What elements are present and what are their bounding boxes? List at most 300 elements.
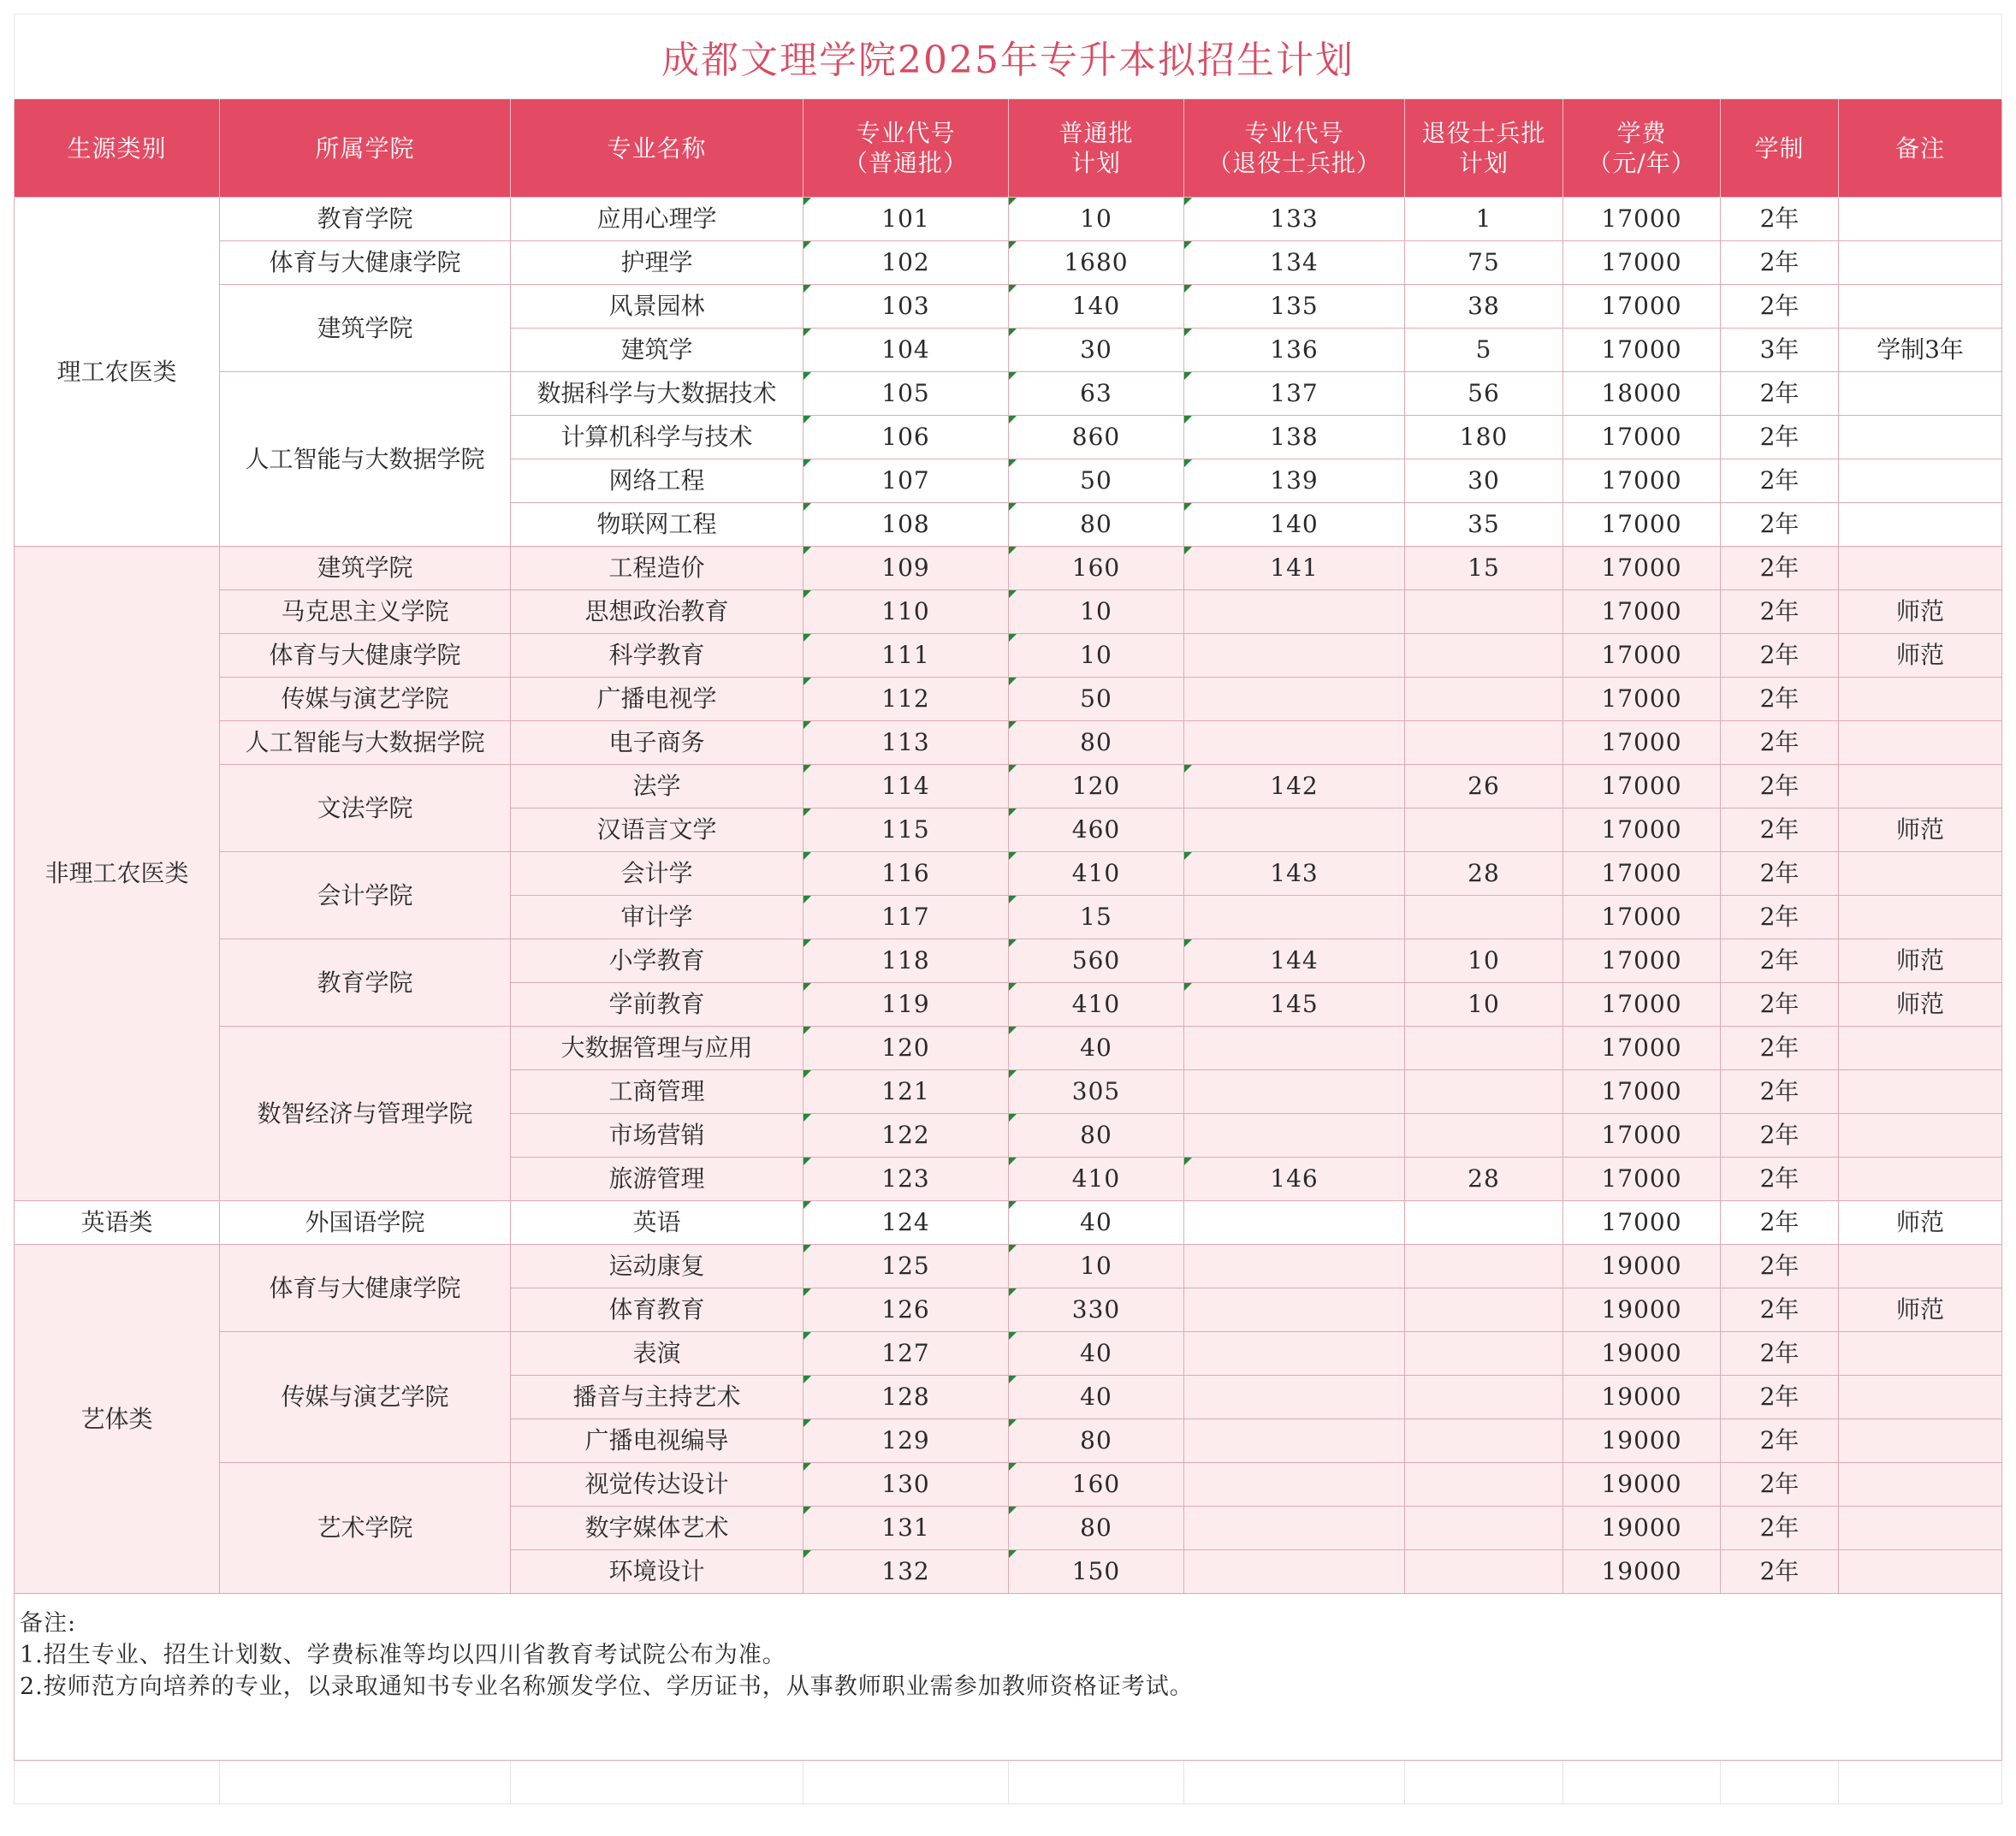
plan-regular-cell[interactable]: 560 bbox=[1009, 939, 1184, 983]
plan-regular-cell[interactable]: 50 bbox=[1009, 678, 1184, 721]
header-fee bbox=[1563, 99, 1721, 198]
plan-veteran-cell[interactable] bbox=[1405, 1027, 1563, 1070]
remark-cell[interactable] bbox=[1839, 1245, 2002, 1288]
empty-cell[interactable] bbox=[1563, 1761, 1721, 1804]
plan-veteran-cell[interactable]: 180 bbox=[1405, 416, 1563, 459]
plan-regular-cell[interactable]: 10 bbox=[1009, 1245, 1184, 1288]
code-veteran-cell[interactable] bbox=[1184, 1550, 1405, 1594]
duration-cell[interactable]: 2年 bbox=[1721, 634, 1839, 678]
table-row bbox=[15, 1332, 2002, 1376]
plan-veteran-cell[interactable]: 1 bbox=[1405, 198, 1563, 241]
code-regular-cell[interactable]: 110 bbox=[803, 590, 1009, 634]
code-veteran-cell[interactable] bbox=[1184, 1507, 1405, 1550]
code-regular-cell[interactable]: 124 bbox=[803, 1201, 1009, 1245]
major-cell[interactable]: 网络工程 bbox=[511, 459, 803, 503]
code-veteran-cell[interactable]: 138 bbox=[1184, 416, 1405, 459]
header-remark: 备注 bbox=[1839, 99, 2002, 198]
code-veteran-cell[interactable]: 142 bbox=[1184, 765, 1405, 808]
duration-cell[interactable]: 2年 bbox=[1721, 1332, 1839, 1376]
plan-veteran-cell[interactable] bbox=[1405, 590, 1563, 634]
code-regular-cell[interactable]: 112 bbox=[803, 678, 1009, 721]
college-cell[interactable]: 人工智能与大数据学院 bbox=[220, 721, 511, 765]
major-cell[interactable]: 物联网工程 bbox=[511, 503, 803, 547]
duration-cell[interactable]: 2年 bbox=[1721, 459, 1839, 503]
duration-cell[interactable]: 2年 bbox=[1721, 198, 1839, 241]
remark-cell[interactable]: 师范 bbox=[1839, 1288, 2002, 1332]
duration-cell[interactable]: 2年 bbox=[1721, 721, 1839, 765]
plan-veteran-cell[interactable] bbox=[1405, 1550, 1563, 1594]
remark-cell[interactable] bbox=[1839, 1332, 2002, 1376]
plan-regular-cell[interactable]: 30 bbox=[1009, 329, 1184, 372]
plan-veteran-cell[interactable]: 28 bbox=[1405, 852, 1563, 896]
plan-regular-cell[interactable]: 460 bbox=[1009, 808, 1184, 852]
empty-cell[interactable] bbox=[1184, 1761, 1405, 1804]
major-cell[interactable]: 表演 bbox=[511, 1332, 803, 1376]
code-veteran-cell[interactable] bbox=[1184, 1463, 1405, 1507]
college-cell[interactable]: 马克思主义学院 bbox=[220, 590, 511, 634]
plan-regular-cell[interactable]: 410 bbox=[1009, 1158, 1184, 1201]
plan-regular-cell[interactable]: 410 bbox=[1009, 852, 1184, 896]
code-veteran-cell[interactable]: 143 bbox=[1184, 852, 1405, 896]
remark-cell[interactable] bbox=[1839, 852, 2002, 896]
remark-cell[interactable] bbox=[1839, 503, 2002, 547]
remark-cell[interactable] bbox=[1839, 285, 2002, 329]
duration-cell[interactable]: 2年 bbox=[1721, 1201, 1839, 1245]
plan-veteran-cell[interactable]: 10 bbox=[1405, 939, 1563, 983]
major-cell[interactable]: 法学 bbox=[511, 765, 803, 808]
major-cell[interactable]: 建筑学 bbox=[511, 329, 803, 372]
enrollment-plan-table bbox=[14, 14, 2002, 1804]
empty-cell[interactable] bbox=[15, 1761, 220, 1804]
code-veteran-cell[interactable]: 137 bbox=[1184, 372, 1405, 416]
major-cell[interactable]: 广播电视学 bbox=[511, 678, 803, 721]
plan-veteran-cell[interactable]: 56 bbox=[1405, 372, 1563, 416]
table-row bbox=[15, 1245, 2002, 1288]
remark-cell[interactable] bbox=[1839, 721, 2002, 765]
code-veteran-cell[interactable] bbox=[1184, 1114, 1405, 1158]
fee-cell[interactable]: 17000 bbox=[1563, 983, 1721, 1027]
fee-cell[interactable]: 18000 bbox=[1563, 372, 1721, 416]
code-regular-cell[interactable]: 114 bbox=[803, 765, 1009, 808]
header-major: 专业名称 bbox=[511, 99, 803, 198]
code-regular-cell[interactable]: 111 bbox=[803, 634, 1009, 678]
college-cell[interactable]: 建筑学院 bbox=[220, 547, 511, 590]
remark-cell[interactable]: 师范 bbox=[1839, 808, 2002, 852]
code-regular-cell[interactable]: 132 bbox=[803, 1550, 1009, 1594]
code-veteran-cell[interactable] bbox=[1184, 1201, 1405, 1245]
major-cell[interactable]: 市场营销 bbox=[511, 1114, 803, 1158]
plan-veteran-cell[interactable]: 30 bbox=[1405, 459, 1563, 503]
plan-veteran-cell[interactable] bbox=[1405, 1376, 1563, 1419]
remark-cell[interactable] bbox=[1839, 1070, 2002, 1114]
fee-cell[interactable]: 17000 bbox=[1563, 634, 1721, 678]
fee-cell[interactable]: 17000 bbox=[1563, 329, 1721, 372]
plan-regular-cell[interactable]: 40 bbox=[1009, 1201, 1184, 1245]
major-cell[interactable]: 体育教育 bbox=[511, 1288, 803, 1332]
code-veteran-cell[interactable] bbox=[1184, 721, 1405, 765]
code-veteran-cell[interactable] bbox=[1184, 808, 1405, 852]
college-cell[interactable]: 教育学院 bbox=[220, 939, 511, 1027]
category-cell[interactable]: 理工农医类 bbox=[15, 198, 220, 547]
major-cell[interactable]: 数字媒体艺术 bbox=[511, 1507, 803, 1550]
duration-cell[interactable]: 2年 bbox=[1721, 1070, 1839, 1114]
major-cell[interactable]: 护理学 bbox=[511, 241, 803, 285]
table-row bbox=[15, 198, 2002, 241]
code-regular-cell[interactable]: 125 bbox=[803, 1245, 1009, 1288]
fee-cell[interactable]: 19000 bbox=[1563, 1507, 1721, 1550]
code-regular-cell[interactable]: 105 bbox=[803, 372, 1009, 416]
fee-cell[interactable]: 19000 bbox=[1563, 1332, 1721, 1376]
remark-cell[interactable]: 师范 bbox=[1839, 634, 2002, 678]
remark-cell[interactable] bbox=[1839, 765, 2002, 808]
plan-regular-cell[interactable]: 330 bbox=[1009, 1288, 1184, 1332]
code-regular-cell[interactable]: 123 bbox=[803, 1158, 1009, 1201]
plan-regular-cell[interactable]: 40 bbox=[1009, 1376, 1184, 1419]
duration-cell[interactable]: 2年 bbox=[1721, 1114, 1839, 1158]
remark-cell[interactable] bbox=[1839, 1550, 2002, 1594]
plan-veteran-cell[interactable] bbox=[1405, 1332, 1563, 1376]
code-veteran-cell[interactable] bbox=[1184, 1288, 1405, 1332]
major-cell[interactable]: 环境设计 bbox=[511, 1550, 803, 1594]
code-regular-cell[interactable]: 103 bbox=[803, 285, 1009, 329]
plan-veteran-cell[interactable] bbox=[1405, 808, 1563, 852]
code-regular-cell[interactable]: 108 bbox=[803, 503, 1009, 547]
code-veteran-cell[interactable] bbox=[1184, 1419, 1405, 1463]
major-cell[interactable]: 工商管理 bbox=[511, 1070, 803, 1114]
empty-cell[interactable] bbox=[1405, 1761, 1563, 1804]
plan-regular-cell[interactable]: 1680 bbox=[1009, 241, 1184, 285]
plan-regular-cell[interactable]: 860 bbox=[1009, 416, 1184, 459]
empty-cell[interactable] bbox=[1839, 1761, 2002, 1804]
plan-regular-cell[interactable]: 10 bbox=[1009, 634, 1184, 678]
college-cell[interactable]: 建筑学院 bbox=[220, 285, 511, 372]
duration-cell[interactable]: 2年 bbox=[1721, 1027, 1839, 1070]
plan-regular-cell[interactable]: 63 bbox=[1009, 372, 1184, 416]
plan-regular-cell[interactable]: 40 bbox=[1009, 1332, 1184, 1376]
code-regular-cell[interactable]: 101 bbox=[803, 198, 1009, 241]
duration-cell[interactable]: 2年 bbox=[1721, 765, 1839, 808]
plan-regular-cell[interactable]: 160 bbox=[1009, 1463, 1184, 1507]
plan-regular-cell[interactable]: 10 bbox=[1009, 590, 1184, 634]
code-veteran-cell[interactable] bbox=[1184, 678, 1405, 721]
plan-regular-cell[interactable]: 140 bbox=[1009, 285, 1184, 329]
code-veteran-cell[interactable] bbox=[1184, 1245, 1405, 1288]
college-cell[interactable]: 体育与大健康学院 bbox=[220, 241, 511, 285]
duration-cell[interactable]: 3年 bbox=[1721, 329, 1839, 372]
code-veteran-cell[interactable]: 146 bbox=[1184, 1158, 1405, 1201]
code-regular-cell[interactable]: 119 bbox=[803, 983, 1009, 1027]
fee-cell[interactable]: 17000 bbox=[1563, 852, 1721, 896]
code-regular-cell[interactable]: 122 bbox=[803, 1114, 1009, 1158]
plan-regular-cell[interactable]: 80 bbox=[1009, 503, 1184, 547]
fee-cell[interactable]: 19000 bbox=[1563, 1288, 1721, 1332]
empty-cell[interactable] bbox=[220, 1761, 511, 1804]
plan-regular-cell[interactable]: 80 bbox=[1009, 1419, 1184, 1463]
remark-cell[interactable]: 师范 bbox=[1839, 590, 2002, 634]
fee-cell[interactable]: 17000 bbox=[1563, 503, 1721, 547]
plan-regular-cell[interactable]: 10 bbox=[1009, 198, 1184, 241]
duration-cell[interactable]: 2年 bbox=[1721, 372, 1839, 416]
code-regular-cell[interactable]: 116 bbox=[803, 852, 1009, 896]
fee-cell[interactable]: 17000 bbox=[1563, 241, 1721, 285]
fee-cell[interactable]: 17000 bbox=[1563, 721, 1721, 765]
code-veteran-cell[interactable] bbox=[1184, 896, 1405, 939]
major-cell[interactable]: 学前教育 bbox=[511, 983, 803, 1027]
code-veteran-cell[interactable] bbox=[1184, 1027, 1405, 1070]
category-cell[interactable]: 英语类 bbox=[15, 1201, 220, 1245]
major-cell[interactable]: 电子商务 bbox=[511, 721, 803, 765]
major-cell[interactable]: 审计学 bbox=[511, 896, 803, 939]
plan-regular-cell[interactable]: 40 bbox=[1009, 1027, 1184, 1070]
fee-cell[interactable]: 17000 bbox=[1563, 678, 1721, 721]
major-cell[interactable]: 运动康复 bbox=[511, 1245, 803, 1288]
fee-cell[interactable]: 17000 bbox=[1563, 459, 1721, 503]
remark-cell[interactable] bbox=[1839, 1507, 2002, 1550]
code-regular-cell[interactable]: 107 bbox=[803, 459, 1009, 503]
plan-veteran-cell[interactable] bbox=[1405, 634, 1563, 678]
plan-veteran-cell[interactable]: 28 bbox=[1405, 1158, 1563, 1201]
plan-veteran-cell[interactable] bbox=[1405, 1114, 1563, 1158]
remark-cell[interactable] bbox=[1839, 1376, 2002, 1419]
code-veteran-cell[interactable]: 133 bbox=[1184, 198, 1405, 241]
plan-regular-cell[interactable]: 120 bbox=[1009, 765, 1184, 808]
fee-cell[interactable]: 17000 bbox=[1563, 1027, 1721, 1070]
code-veteran-cell[interactable]: 135 bbox=[1184, 285, 1405, 329]
empty-cell[interactable] bbox=[1009, 1761, 1184, 1804]
empty-grid-row bbox=[15, 1761, 2002, 1804]
code-regular-cell[interactable]: 113 bbox=[803, 721, 1009, 765]
fee-cell[interactable]: 19000 bbox=[1563, 1245, 1721, 1288]
duration-cell[interactable]: 2年 bbox=[1721, 590, 1839, 634]
major-cell[interactable]: 视觉传达设计 bbox=[511, 1463, 803, 1507]
code-regular-cell[interactable]: 106 bbox=[803, 416, 1009, 459]
major-cell[interactable]: 旅游管理 bbox=[511, 1158, 803, 1201]
remark-cell[interactable] bbox=[1839, 416, 2002, 459]
empty-cell[interactable] bbox=[803, 1761, 1009, 1804]
remark-cell[interactable] bbox=[1839, 678, 2002, 721]
duration-cell[interactable]: 2年 bbox=[1721, 983, 1839, 1027]
remark-cell[interactable] bbox=[1839, 896, 2002, 939]
college-cell[interactable]: 外国语学院 bbox=[220, 1201, 511, 1245]
fee-cell[interactable]: 19000 bbox=[1563, 1376, 1721, 1419]
fee-cell[interactable]: 17000 bbox=[1563, 547, 1721, 590]
code-regular-cell[interactable]: 109 bbox=[803, 547, 1009, 590]
college-cell[interactable]: 传媒与演艺学院 bbox=[220, 1332, 511, 1463]
plan-veteran-cell[interactable]: 10 bbox=[1405, 983, 1563, 1027]
code-regular-cell[interactable]: 104 bbox=[803, 329, 1009, 372]
plan-veteran-cell[interactable]: 75 bbox=[1405, 241, 1563, 285]
plan-veteran-cell[interactable] bbox=[1405, 1070, 1563, 1114]
code-regular-cell[interactable]: 118 bbox=[803, 939, 1009, 983]
code-regular-cell[interactable]: 102 bbox=[803, 241, 1009, 285]
code-veteran-cell[interactable]: 134 bbox=[1184, 241, 1405, 285]
fee-cell[interactable]: 17000 bbox=[1563, 416, 1721, 459]
code-regular-cell[interactable]: 117 bbox=[803, 896, 1009, 939]
duration-cell[interactable]: 2年 bbox=[1721, 1463, 1839, 1507]
college-cell[interactable]: 体育与大健康学院 bbox=[220, 634, 511, 678]
plan-regular-cell[interactable]: 150 bbox=[1009, 1550, 1184, 1594]
major-cell[interactable]: 应用心理学 bbox=[511, 198, 803, 241]
duration-cell[interactable]: 2年 bbox=[1721, 1288, 1839, 1332]
code-veteran-cell[interactable] bbox=[1184, 1070, 1405, 1114]
duration-cell[interactable]: 2年 bbox=[1721, 939, 1839, 983]
duration-cell[interactable]: 2年 bbox=[1721, 1507, 1839, 1550]
fee-cell[interactable]: 17000 bbox=[1563, 198, 1721, 241]
college-cell[interactable]: 传媒与演艺学院 bbox=[220, 678, 511, 721]
plan-veteran-cell[interactable] bbox=[1405, 1463, 1563, 1507]
college-cell[interactable]: 体育与大健康学院 bbox=[220, 1245, 511, 1332]
plan-veteran-cell[interactable] bbox=[1405, 1507, 1563, 1550]
plan-veteran-cell[interactable] bbox=[1405, 1245, 1563, 1288]
major-cell[interactable]: 英语 bbox=[511, 1201, 803, 1245]
major-cell[interactable]: 数据科学与大数据技术 bbox=[511, 372, 803, 416]
fee-cell[interactable]: 17000 bbox=[1563, 1158, 1721, 1201]
plan-veteran-cell[interactable] bbox=[1405, 1419, 1563, 1463]
remark-cell[interactable]: 师范 bbox=[1839, 939, 2002, 983]
duration-cell[interactable]: 2年 bbox=[1721, 547, 1839, 590]
plan-veteran-cell[interactable] bbox=[1405, 1201, 1563, 1245]
header-plan-regular-line2: 计划 bbox=[1070, 149, 1121, 177]
college-cell[interactable]: 文法学院 bbox=[220, 765, 511, 852]
remark-cell[interactable] bbox=[1839, 1419, 2002, 1463]
major-cell[interactable]: 风景园林 bbox=[511, 285, 803, 329]
code-veteran-cell[interactable]: 144 bbox=[1184, 939, 1405, 983]
plan-regular-cell[interactable]: 50 bbox=[1009, 459, 1184, 503]
major-cell[interactable]: 科学教育 bbox=[511, 634, 803, 678]
code-veteran-cell[interactable] bbox=[1184, 1332, 1405, 1376]
major-cell[interactable]: 计算机科学与技术 bbox=[511, 416, 803, 459]
fee-cell[interactable]: 17000 bbox=[1563, 808, 1721, 852]
plan-regular-cell[interactable]: 305 bbox=[1009, 1070, 1184, 1114]
header-fee-line1: 学费 bbox=[1616, 119, 1667, 147]
duration-cell[interactable]: 2年 bbox=[1721, 1550, 1839, 1594]
code-veteran-cell[interactable]: 136 bbox=[1184, 329, 1405, 372]
code-veteran-cell[interactable] bbox=[1184, 634, 1405, 678]
plan-veteran-cell[interactable] bbox=[1405, 896, 1563, 939]
duration-cell[interactable]: 2年 bbox=[1721, 896, 1839, 939]
code-regular-cell[interactable]: 126 bbox=[803, 1288, 1009, 1332]
code-regular-cell[interactable]: 131 bbox=[803, 1507, 1009, 1550]
duration-cell[interactable]: 2年 bbox=[1721, 1376, 1839, 1419]
code-veteran-cell[interactable]: 139 bbox=[1184, 459, 1405, 503]
remark-cell[interactable] bbox=[1839, 547, 2002, 590]
header-code-veteran-line1: 专业代号 bbox=[1244, 119, 1344, 147]
code-veteran-cell[interactable]: 141 bbox=[1184, 547, 1405, 590]
duration-cell[interactable]: 2年 bbox=[1721, 678, 1839, 721]
plan-regular-cell[interactable]: 80 bbox=[1009, 1114, 1184, 1158]
duration-cell[interactable]: 2年 bbox=[1721, 241, 1839, 285]
fee-cell[interactable]: 17000 bbox=[1563, 590, 1721, 634]
remark-cell[interactable] bbox=[1839, 372, 2002, 416]
fee-cell[interactable]: 19000 bbox=[1563, 1419, 1721, 1463]
plan-veteran-cell[interactable]: 35 bbox=[1405, 503, 1563, 547]
plan-veteran-cell[interactable]: 26 bbox=[1405, 765, 1563, 808]
category-cell[interactable]: 艺体类 bbox=[15, 1245, 220, 1594]
remark-cell[interactable] bbox=[1839, 1027, 2002, 1070]
plan-veteran-cell[interactable]: 15 bbox=[1405, 547, 1563, 590]
plan-veteran-cell[interactable] bbox=[1405, 678, 1563, 721]
category-cell[interactable]: 非理工农医类 bbox=[15, 547, 220, 1201]
major-cell[interactable]: 广播电视编导 bbox=[511, 1419, 803, 1463]
remark-cell[interactable] bbox=[1839, 459, 2002, 503]
major-cell[interactable]: 大数据管理与应用 bbox=[511, 1027, 803, 1070]
header-code-regular bbox=[803, 99, 1009, 198]
fee-cell[interactable]: 17000 bbox=[1563, 1114, 1721, 1158]
remark-cell[interactable] bbox=[1839, 1463, 2002, 1507]
code-regular-cell[interactable]: 127 bbox=[803, 1332, 1009, 1376]
code-regular-cell[interactable]: 130 bbox=[803, 1463, 1009, 1507]
plan-regular-cell[interactable]: 410 bbox=[1009, 983, 1184, 1027]
remark-cell[interactable]: 师范 bbox=[1839, 1201, 2002, 1245]
duration-cell[interactable]: 2年 bbox=[1721, 852, 1839, 896]
major-cell[interactable]: 工程造价 bbox=[511, 547, 803, 590]
major-cell[interactable]: 播音与主持艺术 bbox=[511, 1376, 803, 1419]
major-cell[interactable]: 小学教育 bbox=[511, 939, 803, 983]
plan-veteran-cell[interactable] bbox=[1405, 721, 1563, 765]
remark-cell[interactable]: 学制3年 bbox=[1839, 329, 2002, 372]
code-regular-cell[interactable]: 128 bbox=[803, 1376, 1009, 1419]
fee-cell[interactable]: 17000 bbox=[1563, 1070, 1721, 1114]
remark-cell[interactable] bbox=[1839, 1114, 2002, 1158]
code-regular-cell[interactable]: 115 bbox=[803, 808, 1009, 852]
college-cell[interactable]: 人工智能与大数据学院 bbox=[220, 372, 511, 547]
code-veteran-cell[interactable] bbox=[1184, 1376, 1405, 1419]
fee-cell[interactable]: 19000 bbox=[1563, 1550, 1721, 1594]
plan-veteran-cell[interactable] bbox=[1405, 1288, 1563, 1332]
remark-cell[interactable] bbox=[1839, 1158, 2002, 1201]
code-regular-cell[interactable]: 121 bbox=[803, 1070, 1009, 1114]
major-cell[interactable]: 会计学 bbox=[511, 852, 803, 896]
code-regular-cell[interactable]: 129 bbox=[803, 1419, 1009, 1463]
college-cell[interactable]: 艺术学院 bbox=[220, 1463, 511, 1594]
plan-regular-cell[interactable]: 160 bbox=[1009, 547, 1184, 590]
remark-cell[interactable] bbox=[1839, 241, 2002, 285]
college-cell[interactable]: 会计学院 bbox=[220, 852, 511, 939]
fee-cell[interactable]: 17000 bbox=[1563, 896, 1721, 939]
plan-veteran-cell[interactable]: 5 bbox=[1405, 329, 1563, 372]
plan-veteran-cell[interactable]: 38 bbox=[1405, 285, 1563, 329]
fee-cell[interactable]: 17000 bbox=[1563, 285, 1721, 329]
duration-cell[interactable]: 2年 bbox=[1721, 1419, 1839, 1463]
fee-cell[interactable]: 17000 bbox=[1563, 939, 1721, 983]
college-cell[interactable]: 教育学院 bbox=[220, 198, 511, 241]
plan-regular-cell[interactable]: 15 bbox=[1009, 896, 1184, 939]
remark-cell[interactable]: 师范 bbox=[1839, 983, 2002, 1027]
duration-cell[interactable]: 2年 bbox=[1721, 1158, 1839, 1201]
empty-cell[interactable] bbox=[1721, 1761, 1839, 1804]
table-row bbox=[15, 634, 2002, 678]
duration-cell[interactable]: 2年 bbox=[1721, 808, 1839, 852]
fee-cell[interactable]: 17000 bbox=[1563, 765, 1721, 808]
remark-cell[interactable] bbox=[1839, 198, 2002, 241]
empty-cell[interactable] bbox=[511, 1761, 803, 1804]
duration-cell[interactable]: 2年 bbox=[1721, 416, 1839, 459]
code-veteran-cell[interactable]: 145 bbox=[1184, 983, 1405, 1027]
plan-regular-cell[interactable]: 80 bbox=[1009, 1507, 1184, 1550]
fee-cell[interactable]: 19000 bbox=[1563, 1463, 1721, 1507]
college-cell[interactable]: 数智经济与管理学院 bbox=[220, 1027, 511, 1201]
plan-regular-cell[interactable]: 80 bbox=[1009, 721, 1184, 765]
code-veteran-cell[interactable] bbox=[1184, 590, 1405, 634]
fee-cell[interactable]: 17000 bbox=[1563, 1201, 1721, 1245]
code-veteran-cell[interactable]: 140 bbox=[1184, 503, 1405, 547]
duration-cell[interactable]: 2年 bbox=[1721, 503, 1839, 547]
code-regular-cell[interactable]: 120 bbox=[803, 1027, 1009, 1070]
duration-cell[interactable]: 2年 bbox=[1721, 1245, 1839, 1288]
duration-cell[interactable]: 2年 bbox=[1721, 285, 1839, 329]
major-cell[interactable]: 思想政治教育 bbox=[511, 590, 803, 634]
major-cell[interactable]: 汉语言文学 bbox=[511, 808, 803, 852]
